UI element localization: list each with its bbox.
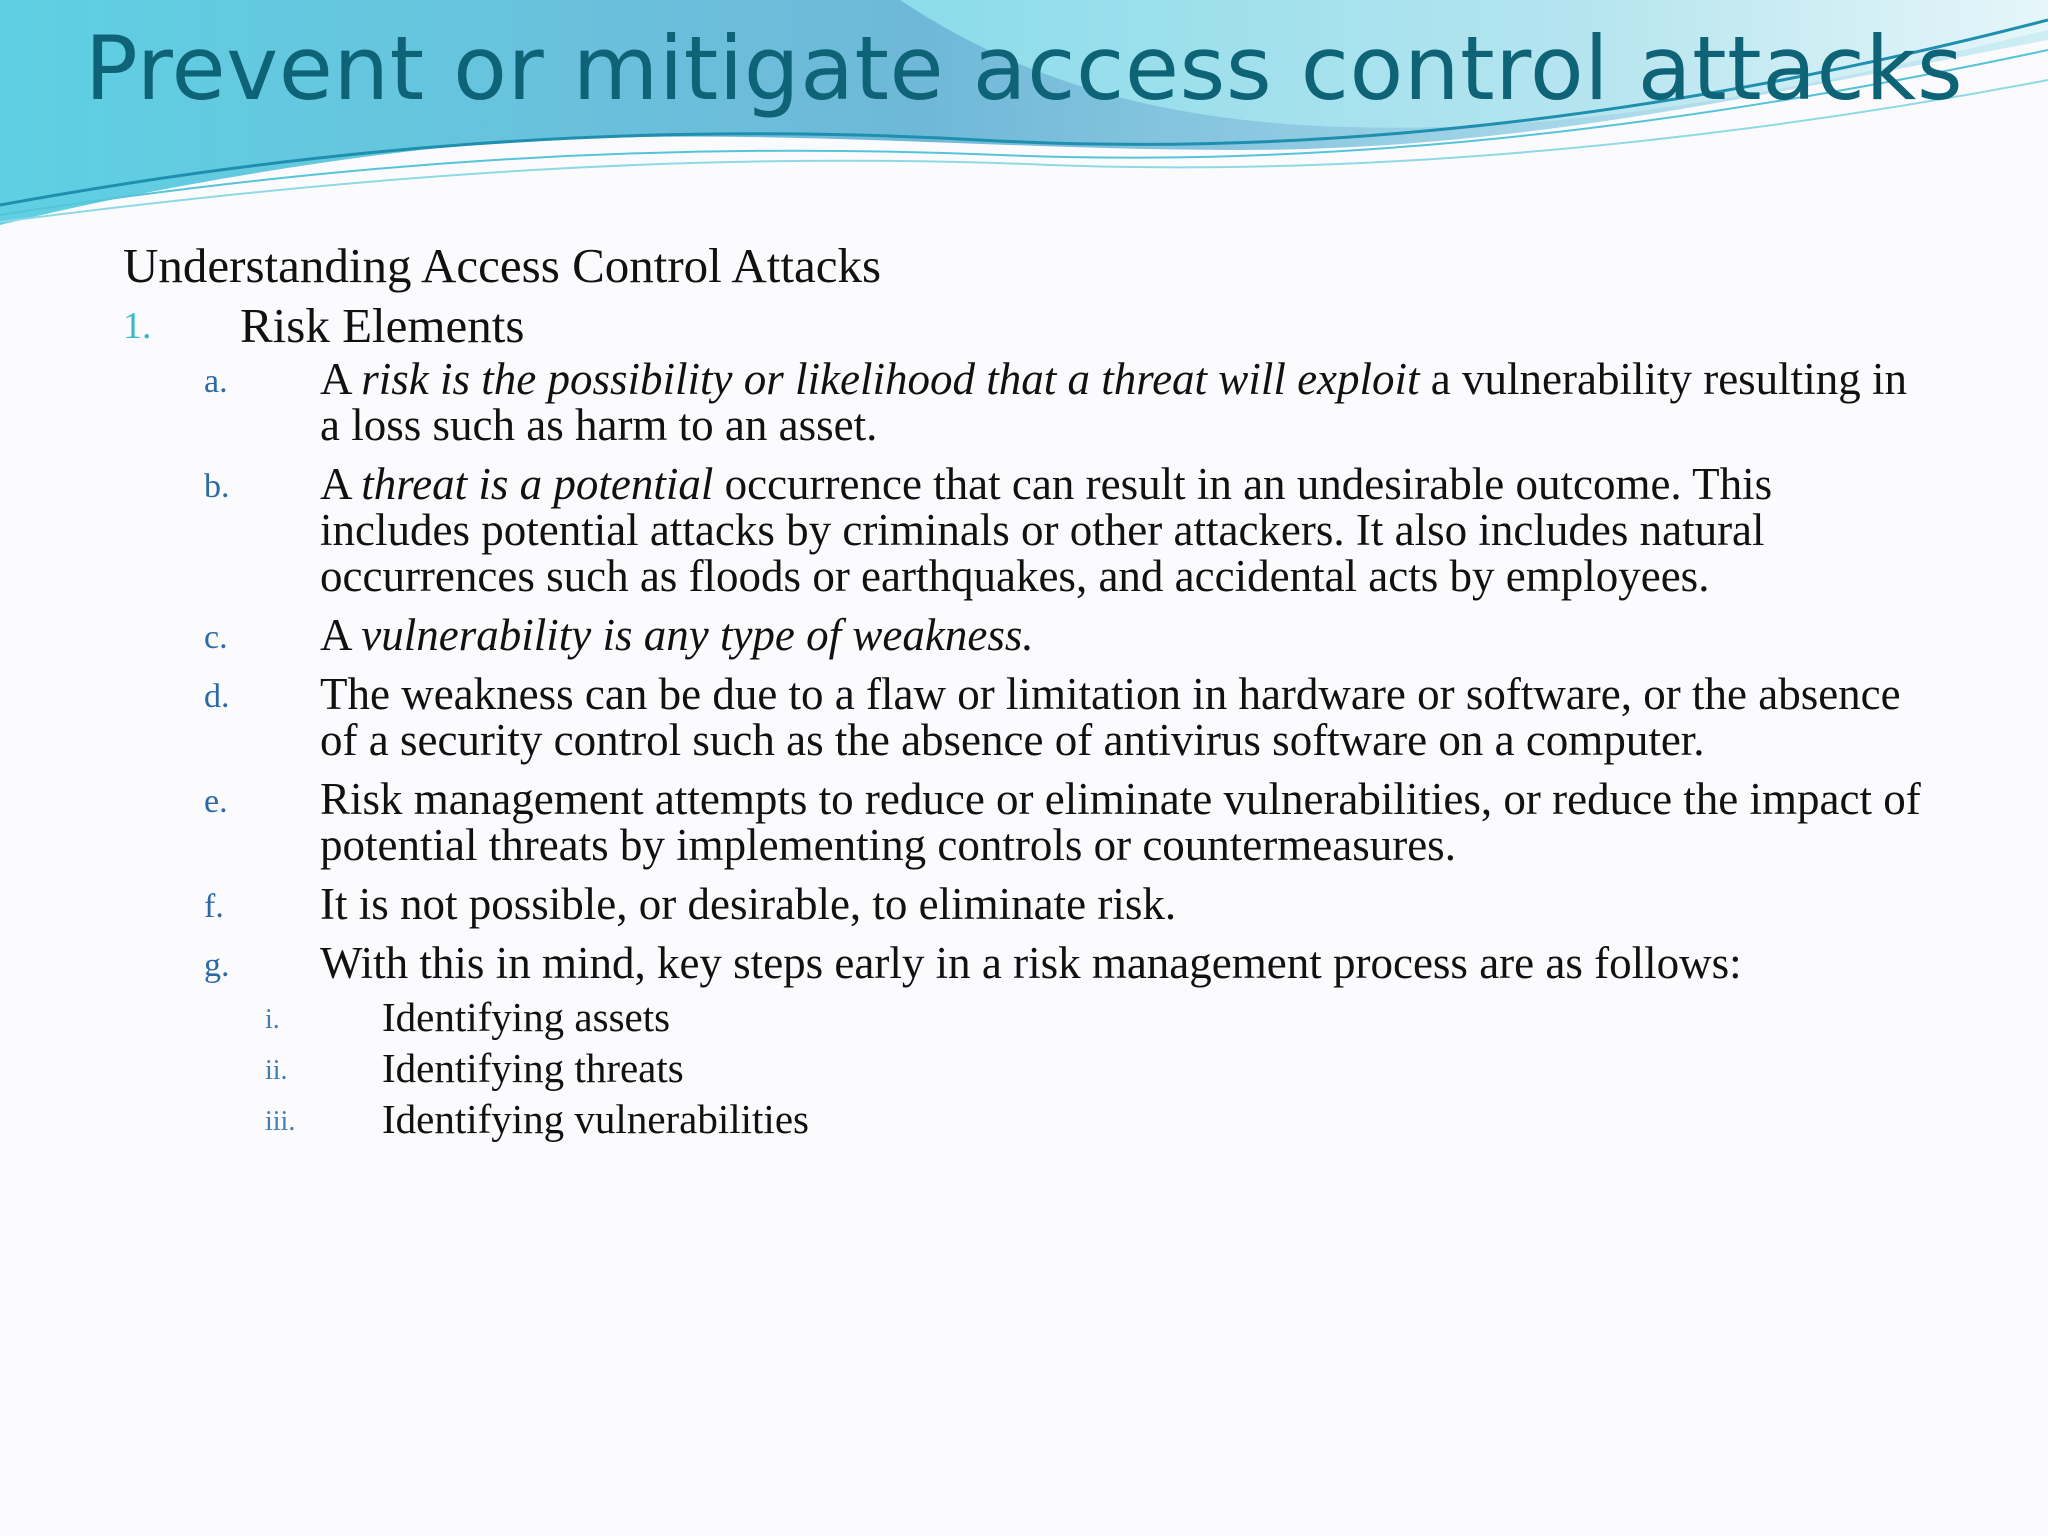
list-item-f xyxy=(123,881,1923,927)
item-italic-text: threat is a potential xyxy=(361,459,714,509)
sub-item-text: Identifying assets xyxy=(382,994,671,1040)
list-marker: f. xyxy=(204,888,224,925)
item-italic-text: risk is the possibility or likelihood that a threat will exploit xyxy=(361,354,1420,404)
list-item-b xyxy=(123,461,1923,599)
list-item-c xyxy=(123,612,1923,658)
list-item-g xyxy=(123,940,1923,986)
item-text: Risk management attempts to reduce or eliminate vulnerabilities, or reduce the impact of potential threats by implementing controls or countermeasures. xyxy=(320,774,1921,870)
list-marker: g. xyxy=(204,947,230,984)
section-heading: Understanding Access Control Attacks xyxy=(123,238,882,293)
sub-list-marker: iii. xyxy=(265,1106,296,1137)
item-text: The weakness can be due to a flaw or limitation in hardware or software, or the absence of a security control such as the absence of antivirus software on a computer. xyxy=(320,669,1901,765)
sub-list-item xyxy=(123,992,1923,1043)
list-number: 1. xyxy=(123,305,152,347)
numbered-item-risk-elements xyxy=(123,296,1923,356)
list-item-e xyxy=(123,776,1923,868)
sub-list-marker: i. xyxy=(265,1004,280,1035)
risk-elements-list xyxy=(123,356,1923,986)
item-text-continued: occurrence that can result in an undesirable outcome. This includes potential attacks by criminals or other attackers. It also includes natural occurrences such as floods or earthquakes, and accidental acts by employees. xyxy=(320,459,1773,601)
item-italic-text: vulnerability is any type of weakness. xyxy=(361,610,1034,660)
list-item-a xyxy=(123,356,1923,448)
list-marker: e. xyxy=(204,783,228,820)
list-marker: a. xyxy=(204,363,228,400)
item-text-continued: a vulnerability resulting in a loss such as harm to an asset. xyxy=(320,354,1907,450)
list-marker: d. xyxy=(204,678,230,715)
sub-item-text: Identifying vulnerabilities xyxy=(382,1096,809,1142)
item-text: A xyxy=(320,610,362,660)
sub-list-marker: ii. xyxy=(265,1055,288,1086)
item-text: With this in mind, key steps early in a risk management process are as follows: xyxy=(320,938,1742,988)
list-item-d xyxy=(123,671,1923,763)
item-text: A xyxy=(320,354,362,404)
item-text: It is not possible, or desirable, to eliminate risk. xyxy=(320,879,1177,929)
sub-list-item xyxy=(123,1043,1923,1094)
sub-list-item xyxy=(123,1094,1923,1145)
sub-item-text: Identifying threats xyxy=(382,1045,684,1091)
slide-body xyxy=(123,236,1923,1145)
risk-steps-list xyxy=(123,992,1923,1145)
slide-title: Prevent or mitigate access control attacks xyxy=(84,17,1964,120)
numbered-item-label: Risk Elements xyxy=(240,298,525,353)
item-text: A xyxy=(320,459,362,509)
list-marker: c. xyxy=(204,619,228,656)
list-marker: b. xyxy=(204,468,230,505)
